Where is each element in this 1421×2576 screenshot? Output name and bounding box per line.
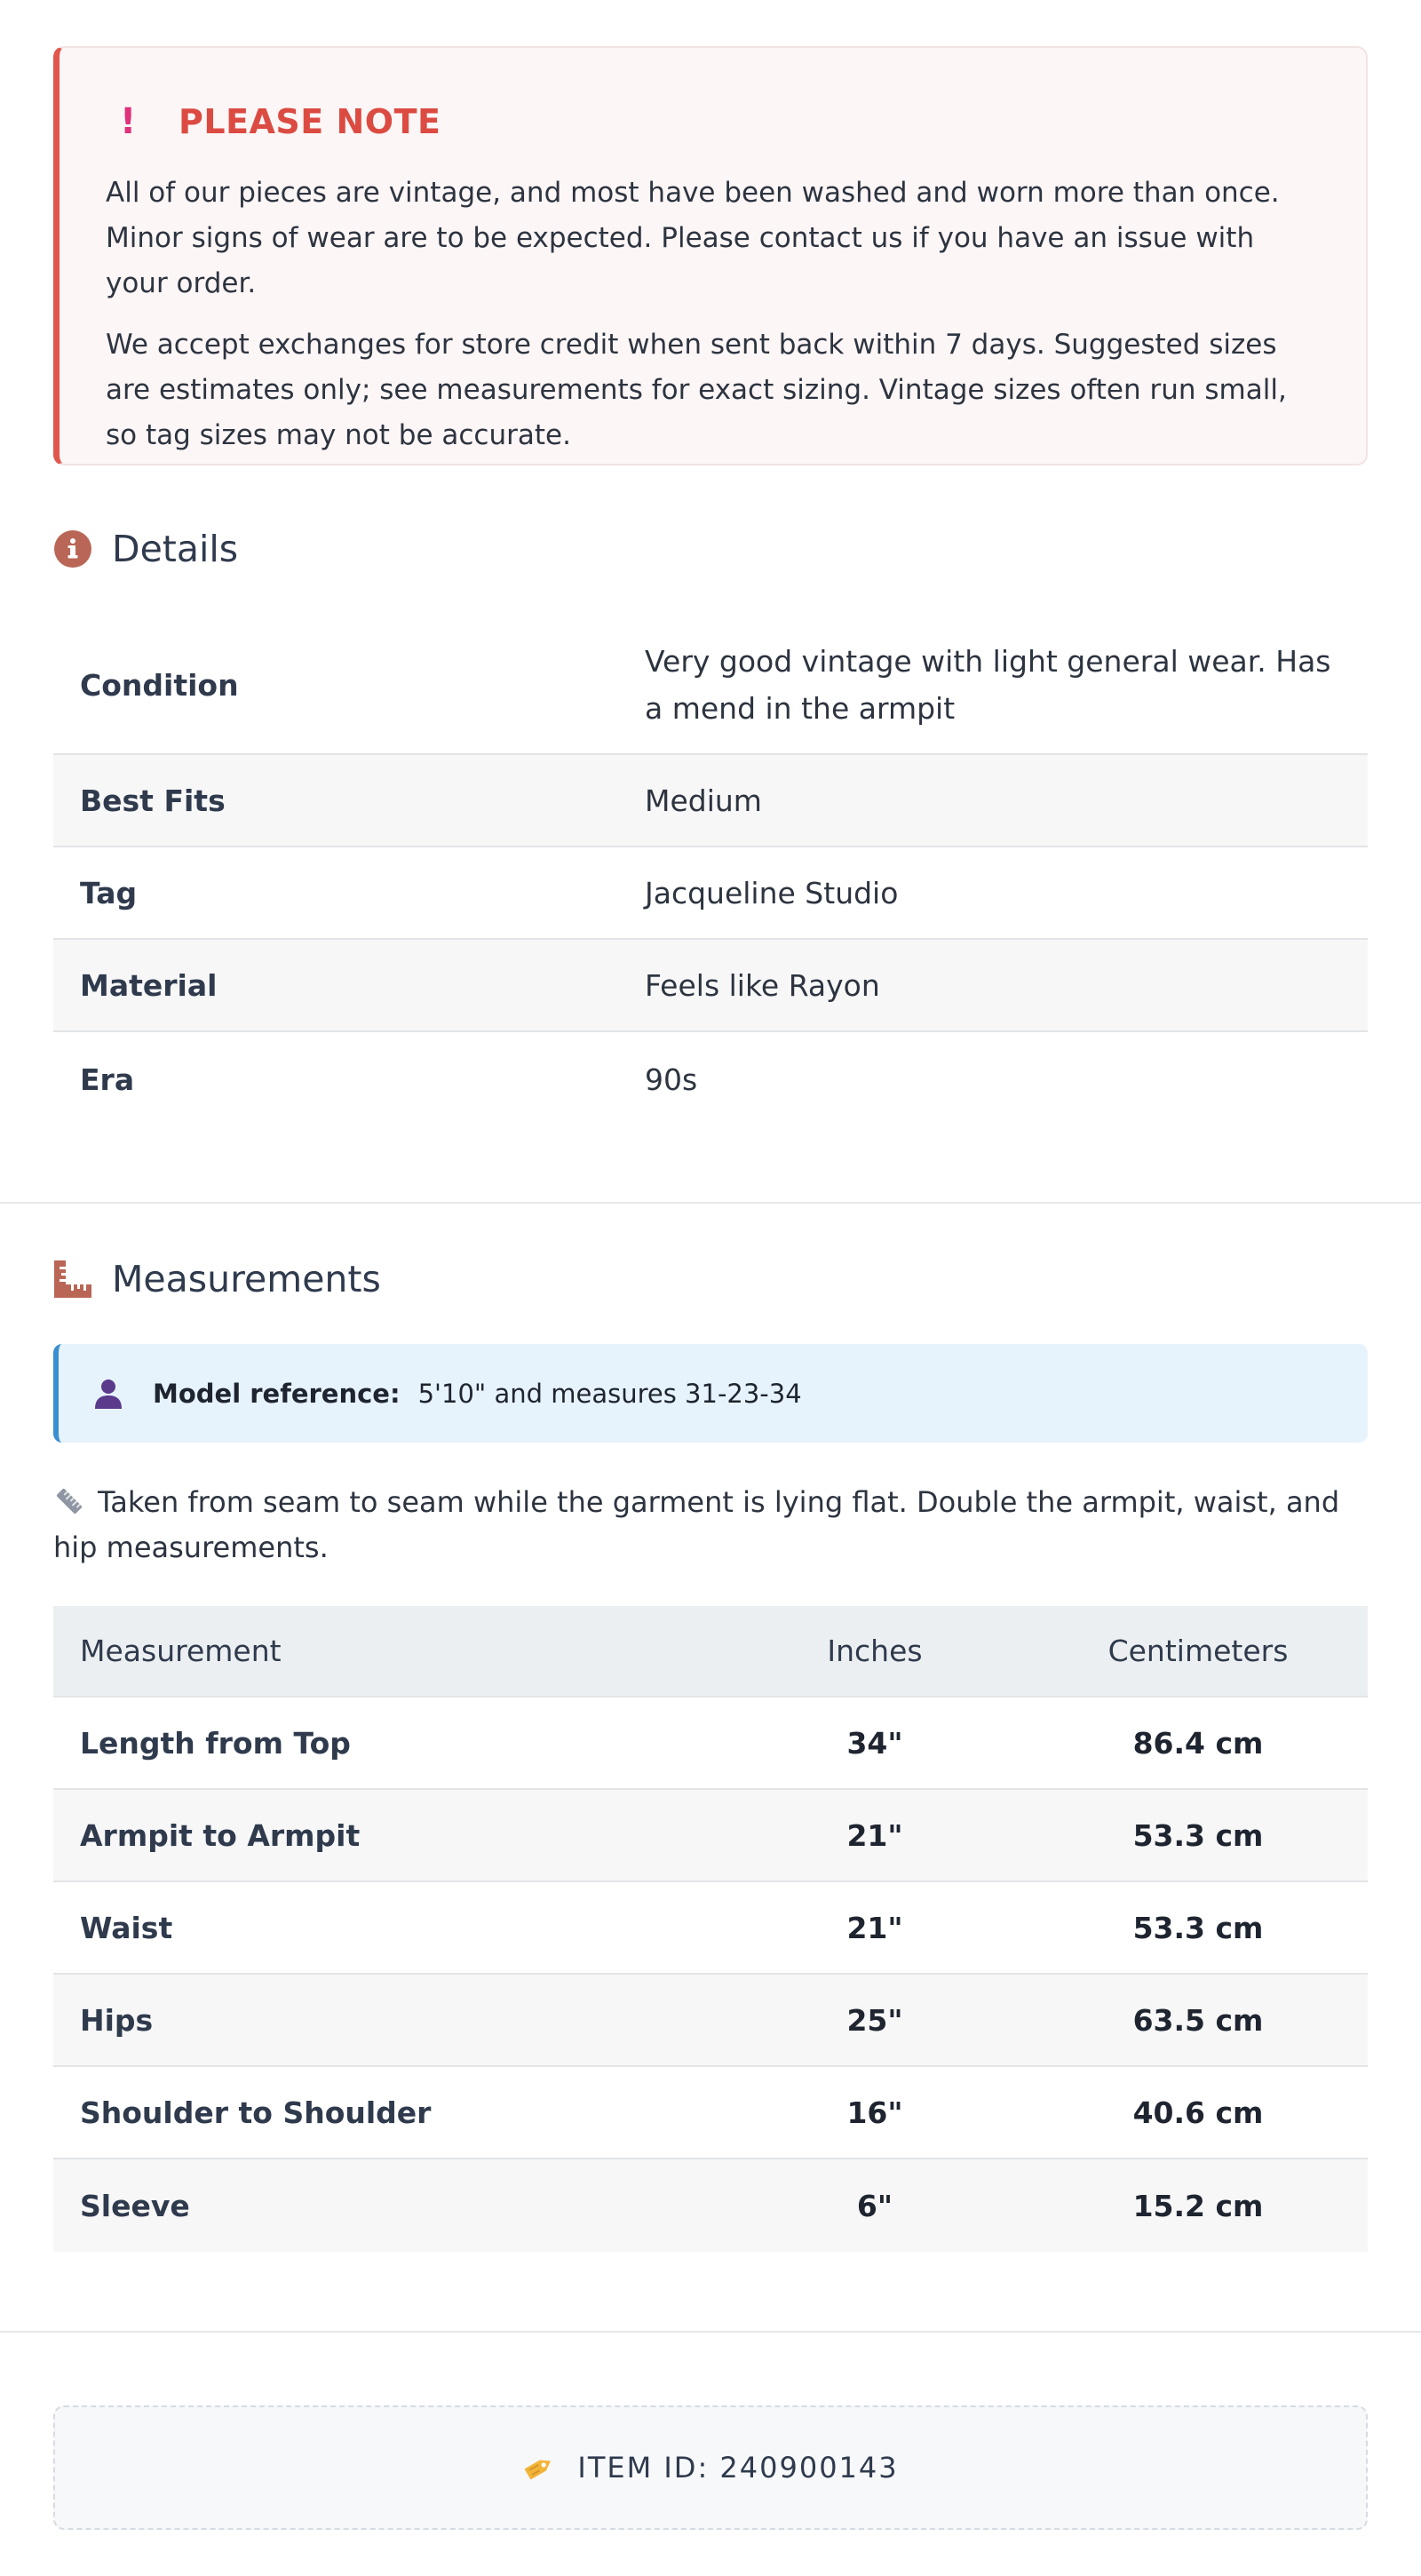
details-table bbox=[53, 616, 1368, 1126]
measurement-cm: 40.6 cm bbox=[1132, 2095, 1264, 2130]
details-label: Tag bbox=[80, 875, 138, 910]
measurement-name: Hips bbox=[80, 2002, 154, 2038]
table-row bbox=[53, 1975, 1368, 2067]
measurement-cm: 53.3 cm bbox=[1132, 1910, 1264, 1945]
item-id-text: ITEM ID: 240900143 bbox=[577, 2451, 899, 2485]
measurement-name: Sleeve bbox=[80, 2188, 190, 2223]
details-value: 90s bbox=[645, 1061, 698, 1097]
details-value: Medium bbox=[645, 783, 762, 818]
notice-paragraph: We accept exchanges for store credit when sent back within 7 days. Suggested sizes are estimates only; see measurements for exact sizing. Vintage sizes often run small, so tag sizes may not be accurate. bbox=[106, 329, 1287, 451]
measurements-title: Measurements bbox=[112, 1258, 381, 1300]
measurement-note bbox=[53, 1480, 1368, 1570]
measurements-header bbox=[53, 1258, 381, 1300]
tag-icon bbox=[522, 2451, 556, 2485]
measurement-cm: 53.3 cm bbox=[1132, 1817, 1264, 1853]
measurement-name: Shoulder to Shoulder bbox=[80, 2095, 432, 2130]
model-reference-box bbox=[53, 1344, 1368, 1443]
measurement-inches: 21" bbox=[846, 1910, 903, 1945]
measurement-cm: 63.5 cm bbox=[1132, 2002, 1264, 2038]
details-row-material bbox=[53, 940, 1368, 1032]
model-reference-value: 5'10" and measures 31-23-34 bbox=[417, 1378, 802, 1409]
ruler-icon bbox=[53, 1485, 85, 1517]
measurement-inches: 25" bbox=[846, 2002, 903, 2038]
details-label: Era bbox=[80, 1061, 135, 1097]
measurement-cm: 86.4 cm bbox=[1132, 1725, 1264, 1761]
details-value: Jacqueline Studio bbox=[645, 875, 899, 910]
details-row-tag bbox=[53, 847, 1368, 940]
measurement-name: Armpit to Armpit bbox=[80, 1817, 361, 1853]
details-header bbox=[53, 528, 238, 570]
measurements-table-header bbox=[53, 1606, 1368, 1697]
exclamation-icon: ! bbox=[120, 101, 137, 142]
please-note-box bbox=[53, 46, 1368, 465]
measurement-note-text: Taken from seam to seam while the garment is lying flat. Double the armpit, waist, and hip measurements. bbox=[53, 1485, 1340, 1564]
details-value: Very good vintage with light general wear. Has a mend in the armpit bbox=[645, 644, 1331, 726]
details-label: Best Fits bbox=[80, 783, 226, 818]
info-circle-icon bbox=[53, 529, 92, 568]
details-title: Details bbox=[112, 528, 239, 570]
table-row bbox=[53, 2159, 1368, 2252]
notice-title: PLEASE NOTE bbox=[179, 102, 441, 141]
column-header-inches: Inches bbox=[827, 1634, 923, 1668]
measurements-table bbox=[53, 1606, 1368, 2252]
details-value: Feels like Rayon bbox=[645, 967, 880, 1003]
details-label: Condition bbox=[80, 667, 239, 703]
ruler-combined-icon bbox=[53, 1260, 92, 1299]
details-row-era bbox=[53, 1032, 1368, 1126]
details-row-best-fits bbox=[53, 755, 1368, 847]
measurement-inches: 34" bbox=[846, 1725, 903, 1761]
details-row-condition bbox=[53, 616, 1368, 755]
item-id-box bbox=[53, 2405, 1368, 2530]
table-row bbox=[53, 1882, 1368, 1975]
column-header-measurement: Measurement bbox=[80, 1634, 282, 1668]
section-divider bbox=[0, 1202, 1421, 1204]
table-row bbox=[53, 1790, 1368, 1882]
measurement-cm: 15.2 cm bbox=[1132, 2188, 1264, 2223]
measurement-inches: 16" bbox=[846, 2095, 903, 2130]
measurement-name: Waist bbox=[80, 1910, 173, 1945]
user-icon bbox=[92, 1378, 124, 1410]
notice-header bbox=[106, 99, 1322, 144]
table-row bbox=[53, 2067, 1368, 2159]
table-row bbox=[53, 1697, 1368, 1790]
notice-paragraph: All of our pieces are vintage, and most have been washed and worn more than once. Minor signs of wear are to be expected. Please contact us if you have an issue with your order. bbox=[106, 177, 1280, 299]
measurement-inches: 21" bbox=[846, 1817, 903, 1853]
details-label: Material bbox=[80, 967, 218, 1003]
model-reference-label: Model reference: bbox=[153, 1378, 401, 1409]
section-divider bbox=[0, 2331, 1421, 2333]
measurement-name: Length from Top bbox=[80, 1725, 351, 1761]
measurement-inches: 6" bbox=[856, 2188, 893, 2223]
column-header-centimeters: Centimeters bbox=[1107, 1634, 1289, 1668]
